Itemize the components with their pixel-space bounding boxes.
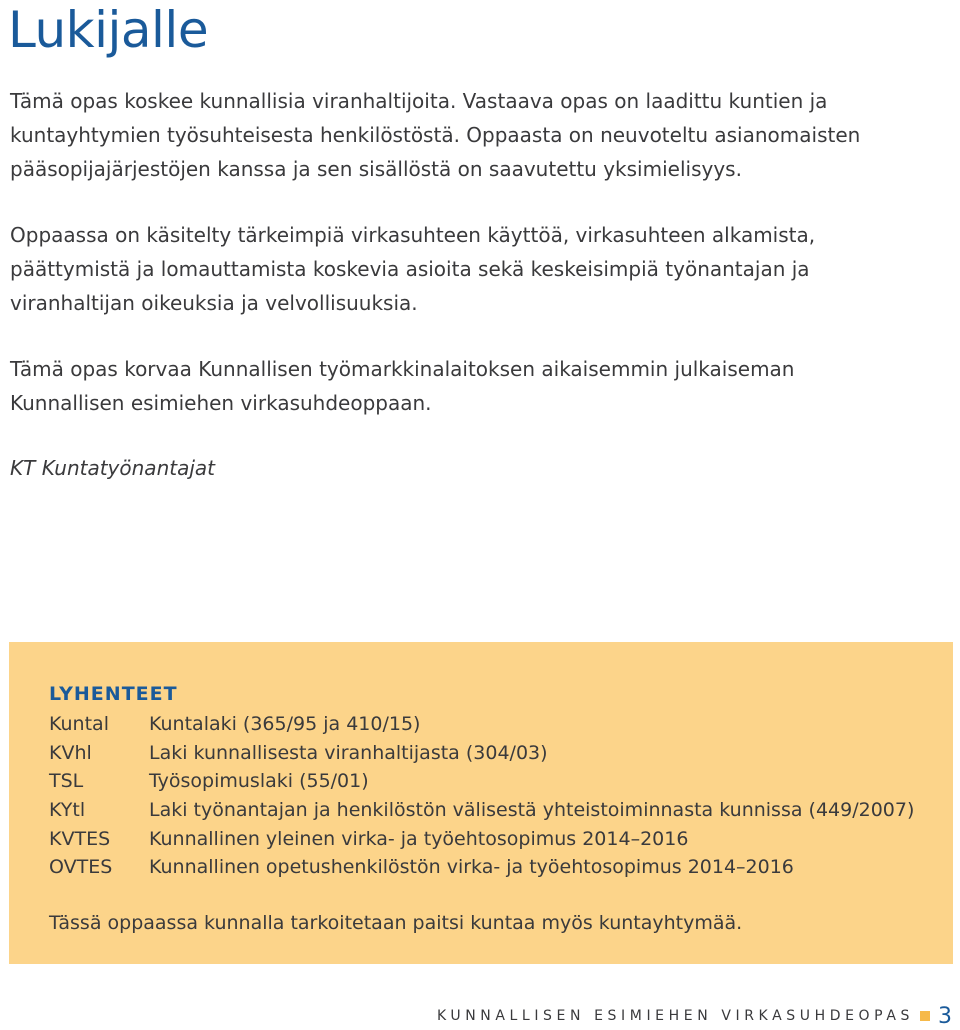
abbreviations-heading: LYHENTEET [49,683,178,705]
abbreviation-row [49,853,914,882]
publication-title: KUNNALLISEN ESIMIEHEN VIRKASUHDEOPAS [436,1008,914,1024]
page-footer [437,1002,952,1030]
intro-paragraph-2: Oppaassa on käsitelty tärkeimpiä virkasuhteen käyttöä, virkasuhteen alkamista, päättymistä ja lomauttamista koskevia asioita sekä keskeisimpiä työnantajan ja viranhaltijan oikeuksia ja velvollisuuksia. [10,223,816,315]
abbreviation-definition: Kunnallinen opetushenkilöstön virka- ja työehtosopimus 2014–2016 [149,856,794,879]
page-title: Lukijalle [8,1,209,59]
abbreviation-term: KYtl [49,799,86,822]
abbreviation-definition: Kunnallinen yleinen virka- ja työehtosopimus 2014–2016 [149,827,689,850]
abbreviation-row [49,767,914,796]
abbreviation-definition: Laki työnantajan ja henkilöstön välisestä yhteistoiminnasta kunnissa (449/2007) [149,799,915,822]
abbreviation-term: KVTES [49,827,111,850]
signature: KT Kuntatyönantajat [10,456,215,480]
abbreviations-note: Tässä oppaassa kunnalla tarkoitetaan paitsi kuntaa myös kuntayhtymää. [49,912,743,934]
abbreviation-row [49,825,914,854]
page-number: 3 [938,1003,952,1029]
abbreviation-definition: Työsopimuslaki (55/01) [149,770,369,793]
abbreviation-term: KVhl [49,741,92,764]
abbreviation-row [49,796,914,825]
intro-paragraph-3: Tämä opas korvaa Kunnallisen työmarkkinalaitoksen aikaisemmin julkaiseman Kunnallisen esimiehen virkasuhdeoppaan. [10,357,795,415]
abbreviation-term: OVTES [49,856,113,879]
intro-paragraph-1: Tämä opas koskee kunnallisia viranhaltijoita. Vastaava opas on laadittu kuntien ja kuntayhtymien työsuhteisesta henkilöstöstä. Oppaasta on neuvoteltu asianomaisten pääsopijajärjestöjen kanssa ja sen sisällöstä on saavutettu yksimielisyys. [10,89,861,181]
abbreviations-box [9,642,953,964]
abbreviation-definition: Kuntalaki (365/95 ja 410/15) [149,713,421,735]
abbreviation-row [49,710,914,739]
abbreviations-list [49,710,914,882]
abbreviation-row [49,739,914,768]
abbreviation-term: Kuntal [49,713,109,735]
abbreviation-term: TSL [49,770,84,793]
abbreviation-definition: Laki kunnallisesta viranhaltijasta (304/03) [149,741,548,764]
footer-square-icon [920,1011,930,1021]
